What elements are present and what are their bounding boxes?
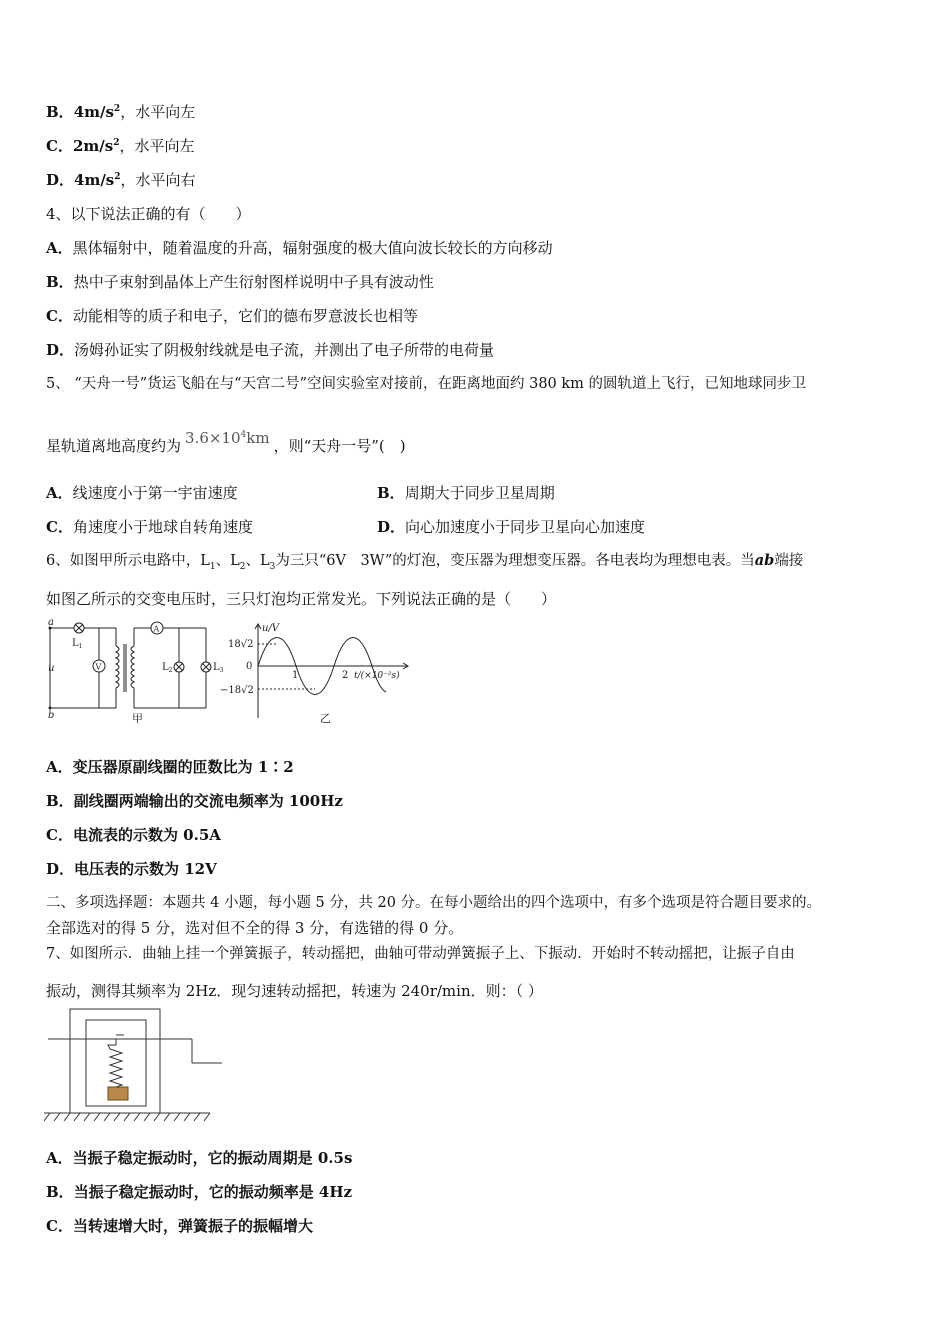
svg-text:A: A — [153, 624, 160, 634]
q6-stem-line2: 如图乙所示的交变电压时，三只灯泡均正常发光。下列说法正确的是（ ） — [46, 590, 557, 608]
q7-stem-line1: 7、如图所示．曲轴上挂一个弹簧振子，转动摇把，曲轴可带动弹簧振子上、下振动．开始时不转动摇把，让振子自由 — [46, 946, 795, 962]
q7-option-c: C．当转速增大时，弹簧振子的振幅增大 — [46, 1217, 313, 1235]
svg-text:L3: $L_3$ — [213, 662, 224, 674]
q6-option-b: B．副线圈两端输出的交流电频率为 100Hz — [46, 792, 343, 810]
svg-text:a: a — [48, 618, 54, 628]
q6-waveform-figure — [220, 618, 420, 726]
section2-line2: 全部选对的得 5 分，选对但不全的得 3 分，有选错的得 0 分。 — [46, 919, 464, 937]
q5-stem-line1: 5、 “天舟一号”货运飞船在与“天宫二号”空间实验室对接前，在距离地面约 380 km 的圆轨道上飞行，已知地球同步卫 — [46, 376, 807, 392]
svg-text:乙: 乙 — [320, 712, 331, 725]
svg-text:b: b — [48, 710, 55, 721]
q4-stem: 4、以下说法正确的有（ ） — [46, 205, 251, 223]
q3-option-d: D．$4m/s^2$，水平向右 — [46, 171, 196, 189]
q7-option-b: B．当振子稳定振动时，它的振动频率是 4Hz — [46, 1183, 353, 1201]
q6-stem-line1: 6、如图甲所示电路中，$L_1$、$L_2$、$L_3$为三只“6V 3W”的灯泡，变压器为理想变压器。各电表均为理想电表。当ab端接 — [46, 552, 804, 572]
svg-text:甲: 甲 — [132, 712, 143, 725]
q6-circuit-figure — [44, 618, 244, 726]
q7-option-a: A．当振子稳定振动时，它的振动周期是 0.5s — [46, 1149, 353, 1167]
svg-text:−18√2: −18√2 — [220, 685, 254, 696]
svg-text:L1: $L_1$ — [72, 638, 83, 650]
q6-option-c: C．电流表的示数为 0.5A — [46, 826, 221, 844]
q6-option-a: A．变压器原副线圈的匝数比为 1∶2 — [46, 758, 294, 776]
q5-option-d: D．向心加速度小于同步卫星向心加速度 — [377, 518, 646, 536]
q5-option-b: B．周期大于同步卫星周期 — [377, 484, 555, 502]
svg-text:t/(×10⁻²s): t/(×10⁻²s) — [354, 671, 400, 681]
section2-line1: 二、多项选择题：本题共 4 小题，每小题 5 分，共 20 分。在每小题给出的四个选项中，有多个选项是符合题目要求的。 — [46, 895, 822, 911]
q7-stem-line2: 振动，测得其频率为 2Hz．现匀速转动摇把，转速为 240r/min．则：（ ） — [46, 982, 543, 1000]
q4-option-c: C．动能相等的质子和电子，它们的德布罗意波长也相等 — [46, 307, 418, 325]
q3-option-c: C．$2m/s^2$，水平向左 — [46, 137, 195, 155]
svg-text:18√2: 18√2 — [228, 639, 254, 650]
svg-text:u/V: u/V — [262, 623, 280, 634]
svg-text:1: 1 — [292, 670, 299, 681]
q5-stem-line2: 星轨道离地高度约为 $3.6\times 10^4km$ ，则“天舟一号”( ) — [46, 429, 406, 455]
q4-option-d: D．汤姆孙证实了阴极射线就是电子流，并测出了电子所带的电荷量 — [46, 341, 495, 359]
q3-option-b: B．$4m/s^2$，水平向左 — [46, 103, 196, 121]
svg-text:L2: $L_2$ — [162, 662, 173, 674]
q6-option-d: D．电压表的示数为 12V — [46, 860, 217, 878]
svg-text:u: u — [48, 663, 55, 674]
q4-option-b: B．热中子束射到晶体上产生衍射图样说明中子具有波动性 — [46, 273, 434, 291]
q5-option-c: C．角速度小于地球自转角速度 — [46, 518, 253, 536]
q5-option-a: A．线速度小于第一宇宙速度 — [46, 484, 238, 502]
q7-spring-figure — [44, 1005, 234, 1127]
svg-text:2: 2 — [342, 670, 349, 681]
q5-formula: $3.6\times 10^4km$ — [185, 429, 270, 447]
q4-option-a: A．黑体辐射中，随着温度的升高，辐射强度的极大值向波长较长的方向移动 — [46, 239, 553, 257]
svg-text:0: 0 — [246, 661, 253, 672]
svg-text:V: V — [95, 662, 102, 672]
